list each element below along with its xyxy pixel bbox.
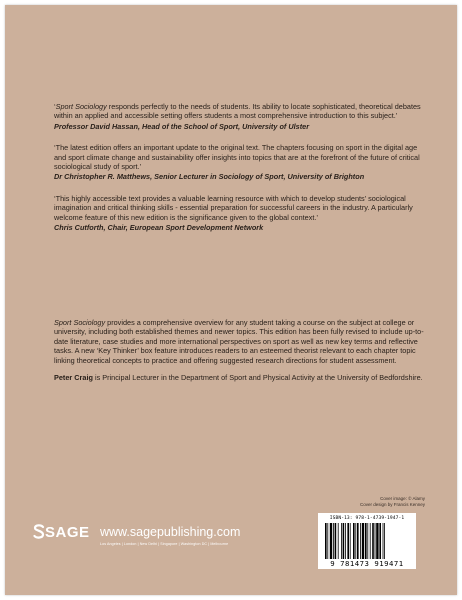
barcode-bar	[343, 523, 345, 559]
barcode-bar	[375, 523, 376, 559]
review-quote	[54, 102, 426, 131]
barcode-bar	[384, 523, 385, 559]
barcode-bar	[327, 523, 328, 559]
book-description	[54, 318, 426, 390]
barcode-bar	[330, 523, 332, 559]
author-bio: Peter Craig is Principal Lecturer in the Department of Sport and Physical Activity at the University of Bedfordshire.	[54, 373, 423, 383]
review-quote-text: ‘Sport Sociology responds perfectly to the needs of students. Its ability to locate sophisticated, theoretical debates within an applied and accessible setting offers students a most comprehensive introduction to this subject.’	[54, 102, 421, 121]
book-title: Sport Sociology	[55, 102, 107, 111]
barcode-bar	[376, 523, 378, 559]
review-quote-text: ‘The latest edition offers an important update to the original text. The chapters focusing on sport in the digital age and sport climate change and sustainability offer insights into topics that are at the forefront of the future of critical sociological study of sport.’	[54, 143, 420, 172]
sage-swirl-icon	[33, 524, 45, 539]
barcode-bar	[350, 523, 351, 559]
review-quotes	[54, 102, 426, 244]
barcode-bar	[347, 523, 349, 559]
review-quote-text: ‘This highly accessible text provides a valuable learning resource with which to develop students’ sociological imagination and critical thinking skills - essential preparation for successful careers in the industry. A particularly welcome feature of this new edition is the significance given to the global context.’	[54, 193, 413, 222]
cover-design-credit: Cover design by Francis Kenney	[359, 501, 425, 507]
review-attribution: Chris Cutforth, Chair, European Sport Development Network	[54, 223, 264, 233]
barcode-bar	[379, 523, 381, 559]
barcode-bar	[345, 523, 346, 559]
barcode-bar	[355, 523, 356, 559]
barcode-bars	[324, 523, 410, 559]
barcode-bar	[335, 523, 337, 559]
barcode-bar	[383, 523, 384, 559]
publisher-url: www.sagepublishing.com	[100, 525, 241, 539]
description-paragraph: Sport Sociology provides a comprehensive overview for any student taking a course on the subject at college or university, including both established themes and newer topics. This edition has been fully revised to include up-to-date literature, case studies and more international perspectives on sport as well as new key terms and reflective tasks. A new ‘Key Thinker’ box feature introduces readers to an esteemed theorist relevant to each chapter topic linking theoretical concepts to practice and offering suggested research directions for student assessment.	[54, 318, 424, 365]
publisher-cities: Los Angeles | London | New Delhi | Singapore | Washington DC | Melbourne	[100, 542, 229, 546]
barcode-bar	[372, 523, 374, 559]
publisher-block	[33, 524, 273, 554]
barcode-bar	[325, 523, 327, 559]
review-quote	[54, 194, 426, 233]
barcode-bar	[362, 523, 364, 559]
author-name: Peter Craig	[54, 373, 93, 383]
barcode-bar	[360, 523, 361, 559]
barcode-bar	[338, 523, 339, 559]
book-title: Sport Sociology	[54, 318, 106, 327]
barcode-bar	[370, 523, 371, 559]
barcode-bar	[333, 523, 334, 559]
barcode-bar	[365, 523, 367, 559]
barcode-bar	[367, 523, 368, 559]
sage-logo: SAGE	[33, 524, 90, 541]
review-attribution: Professor David Hassan, Head of the School of Sport, University of Ulster	[54, 121, 310, 131]
barcode-bar	[353, 523, 355, 559]
back-cover	[5, 5, 457, 595]
barcode-bar	[357, 523, 359, 559]
barcode-bar	[341, 523, 342, 559]
review-quote	[54, 143, 426, 182]
cover-credits	[305, 496, 425, 507]
isbn-digits: 9 781473 919471	[330, 559, 404, 568]
review-attribution: Dr Christopher R. Matthews, Senior Lecturer in Sociology of Sport, University of Brighton	[54, 172, 365, 182]
cover-image-credit: Cover image: © Alamy	[380, 496, 425, 501]
isbn-label: ISBN-13: 978-1-4739-1947-1	[329, 516, 405, 521]
isbn-barcode	[318, 513, 416, 569]
